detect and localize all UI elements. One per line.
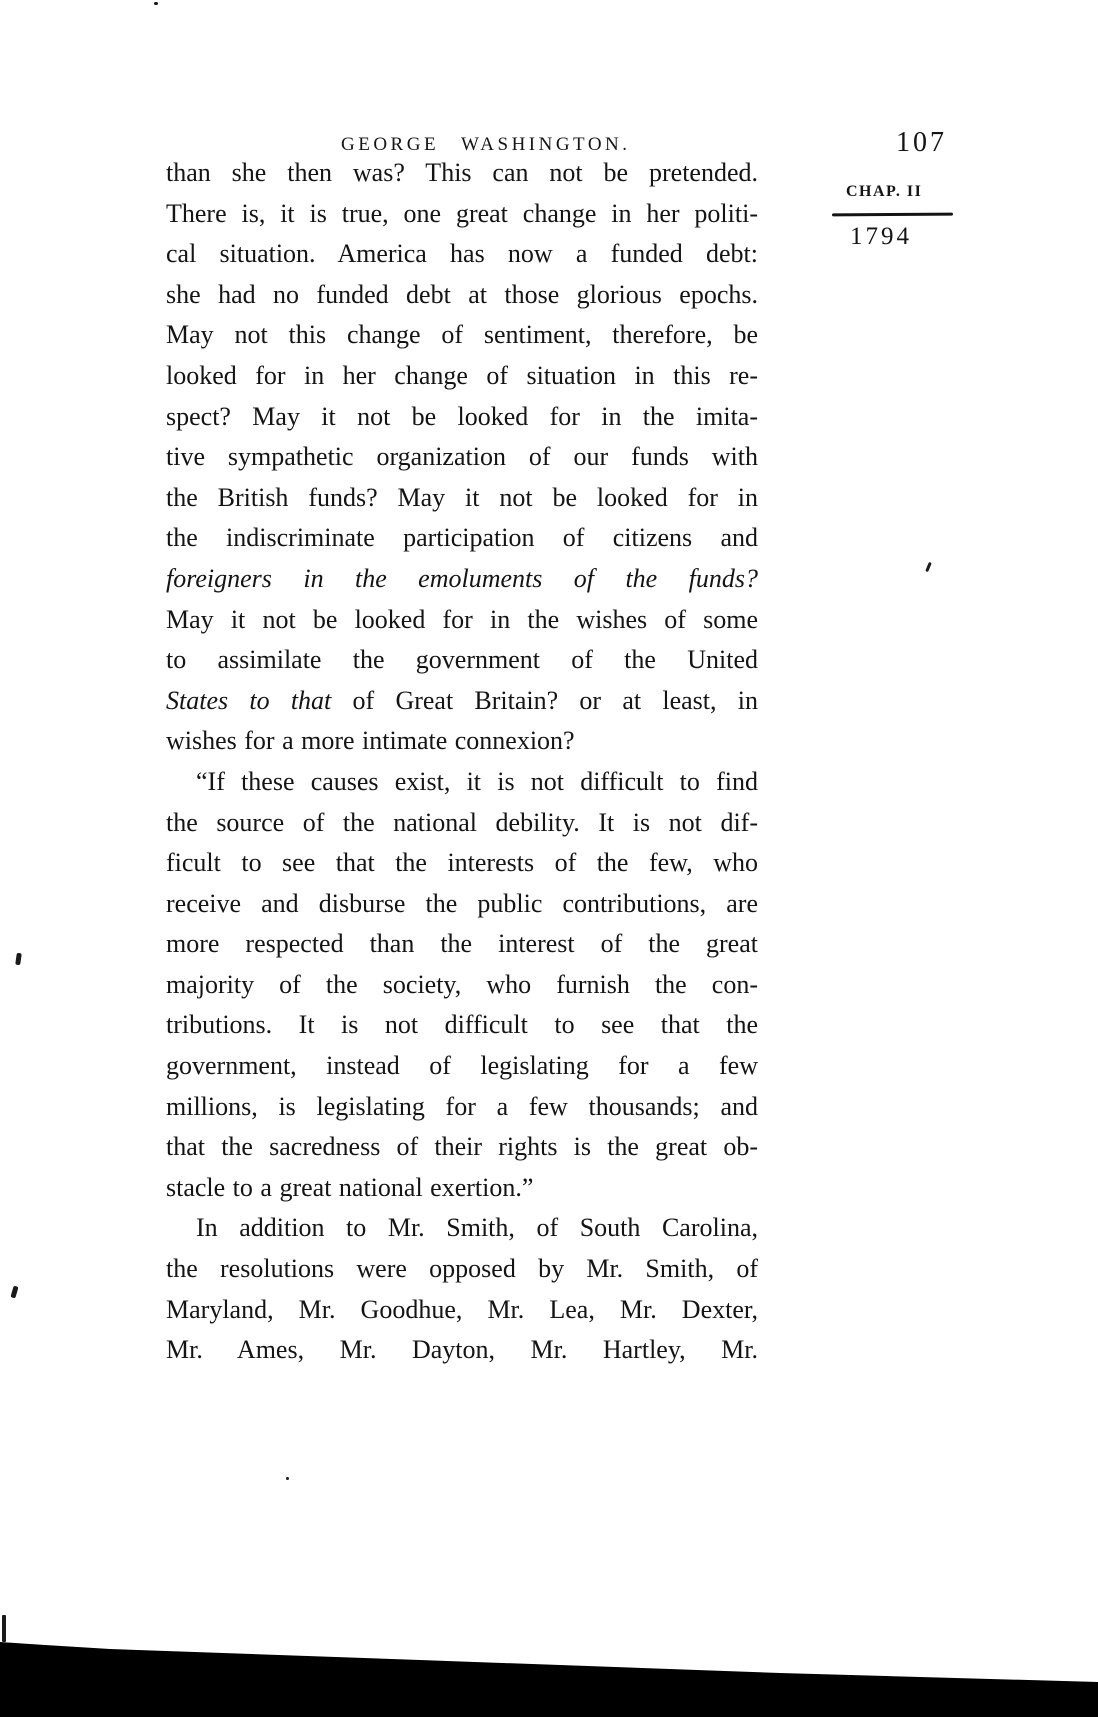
text-line: There is, it is true, one great change in her politi- <box>166 198 758 228</box>
text-line: May it not be looked for in the wishes of some <box>166 604 758 634</box>
scan-speck <box>2 1615 6 1642</box>
text-line: to assimilate the government of the United <box>166 645 758 675</box>
text-line: more respected than the interest of the great <box>166 929 758 959</box>
text-line: tributions. It is not difficult to see that the <box>166 1010 758 1040</box>
scan-speck <box>154 2 158 5</box>
scan-speck <box>925 562 932 572</box>
scan-speck <box>286 1477 289 1480</box>
scan-speck <box>15 953 22 966</box>
text-line: majority of the society, who furnish the con- <box>166 969 758 999</box>
text-line: the source of the national debility. It is not dif- <box>166 807 758 837</box>
text-line: millions, is legislating for a few thousands; and <box>166 1091 758 1121</box>
text-line: stacle to a great national exertion.” <box>166 1172 534 1202</box>
page-number: 107 <box>896 127 947 158</box>
text-line: cal situation. America has now a funded debt: <box>166 239 758 269</box>
margin-rule <box>832 213 953 217</box>
text-line: Mr. Ames, Mr. Dayton, Mr. Hartley, Mr. <box>166 1335 758 1365</box>
body-text <box>166 153 758 1371</box>
text-line: wishes for a more intimate connexion? <box>166 726 575 756</box>
text-line: spect? May it not be looked for in the imita- <box>166 401 758 431</box>
scan-shadow-band <box>0 1636 1098 1717</box>
text-line: In addition to Mr. Smith, of South Carolina, <box>196 1213 758 1243</box>
text-line: May not this change of sentiment, therefore, be <box>166 320 758 350</box>
text-line: government, instead of legislating for a few <box>166 1051 758 1081</box>
text-line: that the sacredness of their rights is the great ob- <box>166 1132 758 1162</box>
text-line: than she then was? This can not be pretended. <box>166 158 758 187</box>
text-line: she had no funded debt at those glorious epochs. <box>166 279 758 309</box>
text-line: “If these causes exist, it is not difficult to find <box>196 766 758 796</box>
text-line: the resolutions were opposed by Mr. Smith, of <box>166 1254 758 1284</box>
running-header: GEORGE WASHINGTON. <box>341 134 631 155</box>
margin-chapter-note: CHAP. II <box>846 183 923 200</box>
text-line: ficult to see that the interests of the few, who <box>166 848 758 878</box>
text-line: the indiscriminate participation of citizens and <box>166 523 758 553</box>
text-line: tive sympathetic organization of our funds with <box>166 442 758 472</box>
text-line: foreigners in the emoluments of the funds? <box>166 563 758 593</box>
text-line: the British funds? May it not be looked for in <box>166 482 758 512</box>
text-line: receive and disburse the public contributions, are <box>166 888 758 918</box>
margin-year-note: 1794 <box>850 223 912 250</box>
scan-speck <box>10 1286 18 1299</box>
text-line: looked for in her change of situation in this re- <box>166 360 758 390</box>
text-line: Maryland, Mr. Goodhue, Mr. Lea, Mr. Dexter, <box>166 1294 758 1324</box>
text-line: States to that of Great Britain? or at least, in <box>166 685 758 715</box>
